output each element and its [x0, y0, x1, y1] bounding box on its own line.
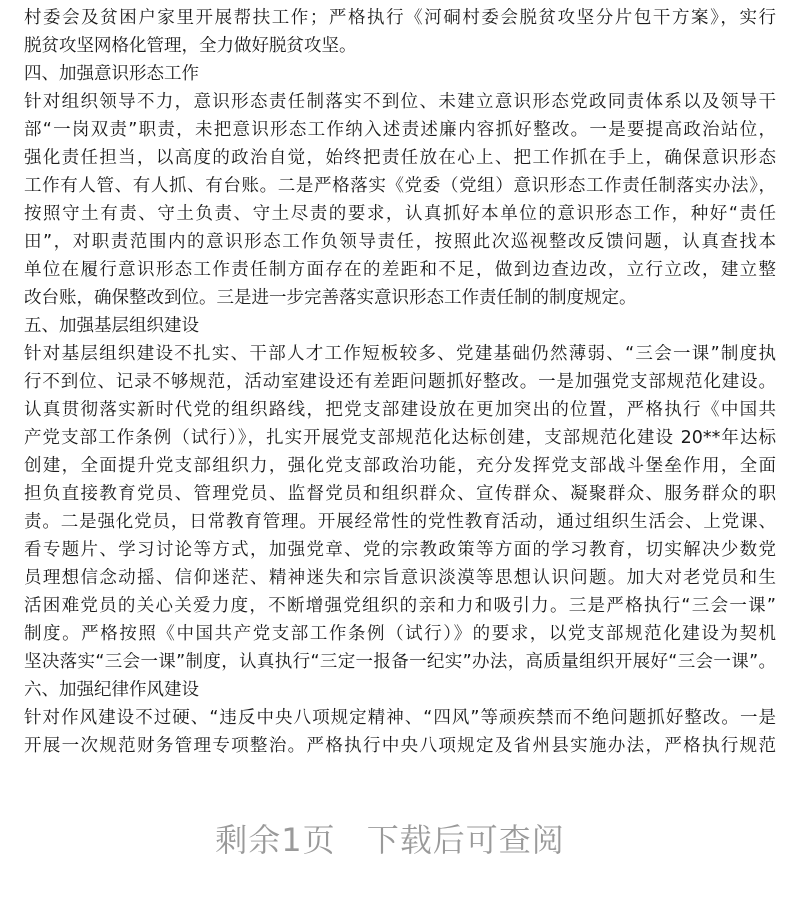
- download-to-view-label[interactable]: 下载后可查阅: [366, 821, 565, 859]
- section-heading: 六、加强纪律作风建设: [24, 680, 199, 700]
- remaining-pages-label: 剩余1页: [215, 821, 336, 859]
- text-line: 产党支部工作条例（试行）》，扎实开展党支部规范化达标创建，支部规范化建设 20**年达标: [24, 428, 776, 448]
- text-line: 强化责任担当，以高度的政治自觉，始终把责任放在心上、把工作抓在手上，确保意识形态: [24, 148, 776, 168]
- document-body: [24, 4, 776, 760]
- text-line: 员理想信念动摇、信仰迷茫、精神迷失和宗旨意识淡漠等思想认识问题。加大对老党员和生: [24, 568, 776, 588]
- text-line: 脱贫攻坚网格化管理，全力做好脱贫攻坚。: [24, 36, 357, 56]
- text-line: 针对组织领导不力，意识形态责任制落实不到位、未建立意识形态党政同责体系以及领导干: [24, 92, 776, 112]
- text-line: 责。二是强化党员，日常教育管理。开展经常性的党性教育活动，通过组织生活会、上党课、: [24, 512, 776, 532]
- text-line: 制度。严格按照《中国共产党支部工作条例（试行）》的要求，以党支部规范化建设为契机: [24, 624, 776, 644]
- text-line: 改台账，确保整改到位。三是进一步完善落实意识形态工作责任制的制度规定。: [24, 288, 637, 308]
- text-line: 认真贯彻落实新时代党的组织路线，把党支部建设放在更加突出的位置，严格执行《中国共: [24, 400, 776, 420]
- text-line: 开展一次规范财务管理专项整治。严格执行中央八项规定及省州县实施办法，严格执行规范: [24, 736, 776, 756]
- section-heading: 四、加强意识形态工作: [24, 64, 199, 84]
- text-line: 坚决落实“三会一课”制度，认真执行“三定一报备一纪实”办法，高质量组织开展好“三会一课”。: [24, 652, 776, 672]
- text-line: 村委会及贫困户家里开展帮扶工作；严格执行《河硐村委会脱贫攻坚分片包干方案》，实行: [24, 8, 776, 28]
- text-line: 创建，全面提升党支部组织力，强化党支部政治功能，充分发挥党支部战斗堡垒作用，全面: [24, 456, 776, 476]
- section-heading: 五、加强基层组织建设: [24, 316, 199, 336]
- text-line: 按照守土有责、守土负责、守土尽责的要求，认真抓好本单位的意识形态工作，种好“责任: [24, 204, 776, 224]
- text-line: 针对作风建设不过硬、“违反中央八项规定精神、“四风”等顽疾禁而不绝问题抓好整改。一是: [24, 708, 776, 728]
- remaining-pages-notice[interactable]: [0, 815, 780, 861]
- text-line: 部“一岗双责”职责，未把意识形态工作纳入述责述廉内容抓好整改。一是要提高政治站位，: [24, 120, 776, 140]
- text-line: 担负直接教育党员、管理党员、监督党员和组织群众、宣传群众、凝聚群众、服务群众的职: [24, 484, 776, 504]
- text-line: 活困难党员的关心关爱力度，不断增强党组织的亲和力和吸引力。三是严格执行“三会一课”: [24, 596, 776, 616]
- text-line: 单位在履行意识形态工作责任制方面存在的差距和不足，做到边查边改，立行立改，建立整: [24, 260, 776, 280]
- text-line: 工作有人管、有人抓、有台账。二是严格落实《党委（党组）意识形态工作责任制落实办法》，: [24, 176, 776, 196]
- text-line: 行不到位、记录不够规范，活动室建设还有差距问题抓好整改。一是加强党支部规范化建设。: [24, 372, 776, 392]
- text-line: 看专题片、学习讨论等方式，加强党章、党的宗教政策等方面的学习教育，切实解决少数党: [24, 540, 776, 560]
- text-line: 田”，对职责范围内的意识形态工作负领导责任，按照此次巡视整改反馈问题，认真查找本: [24, 232, 776, 252]
- text-line: 针对基层组织建设不扎实、干部人才工作短板较多、党建基础仍然薄弱、“三会一课”制度执: [24, 344, 776, 364]
